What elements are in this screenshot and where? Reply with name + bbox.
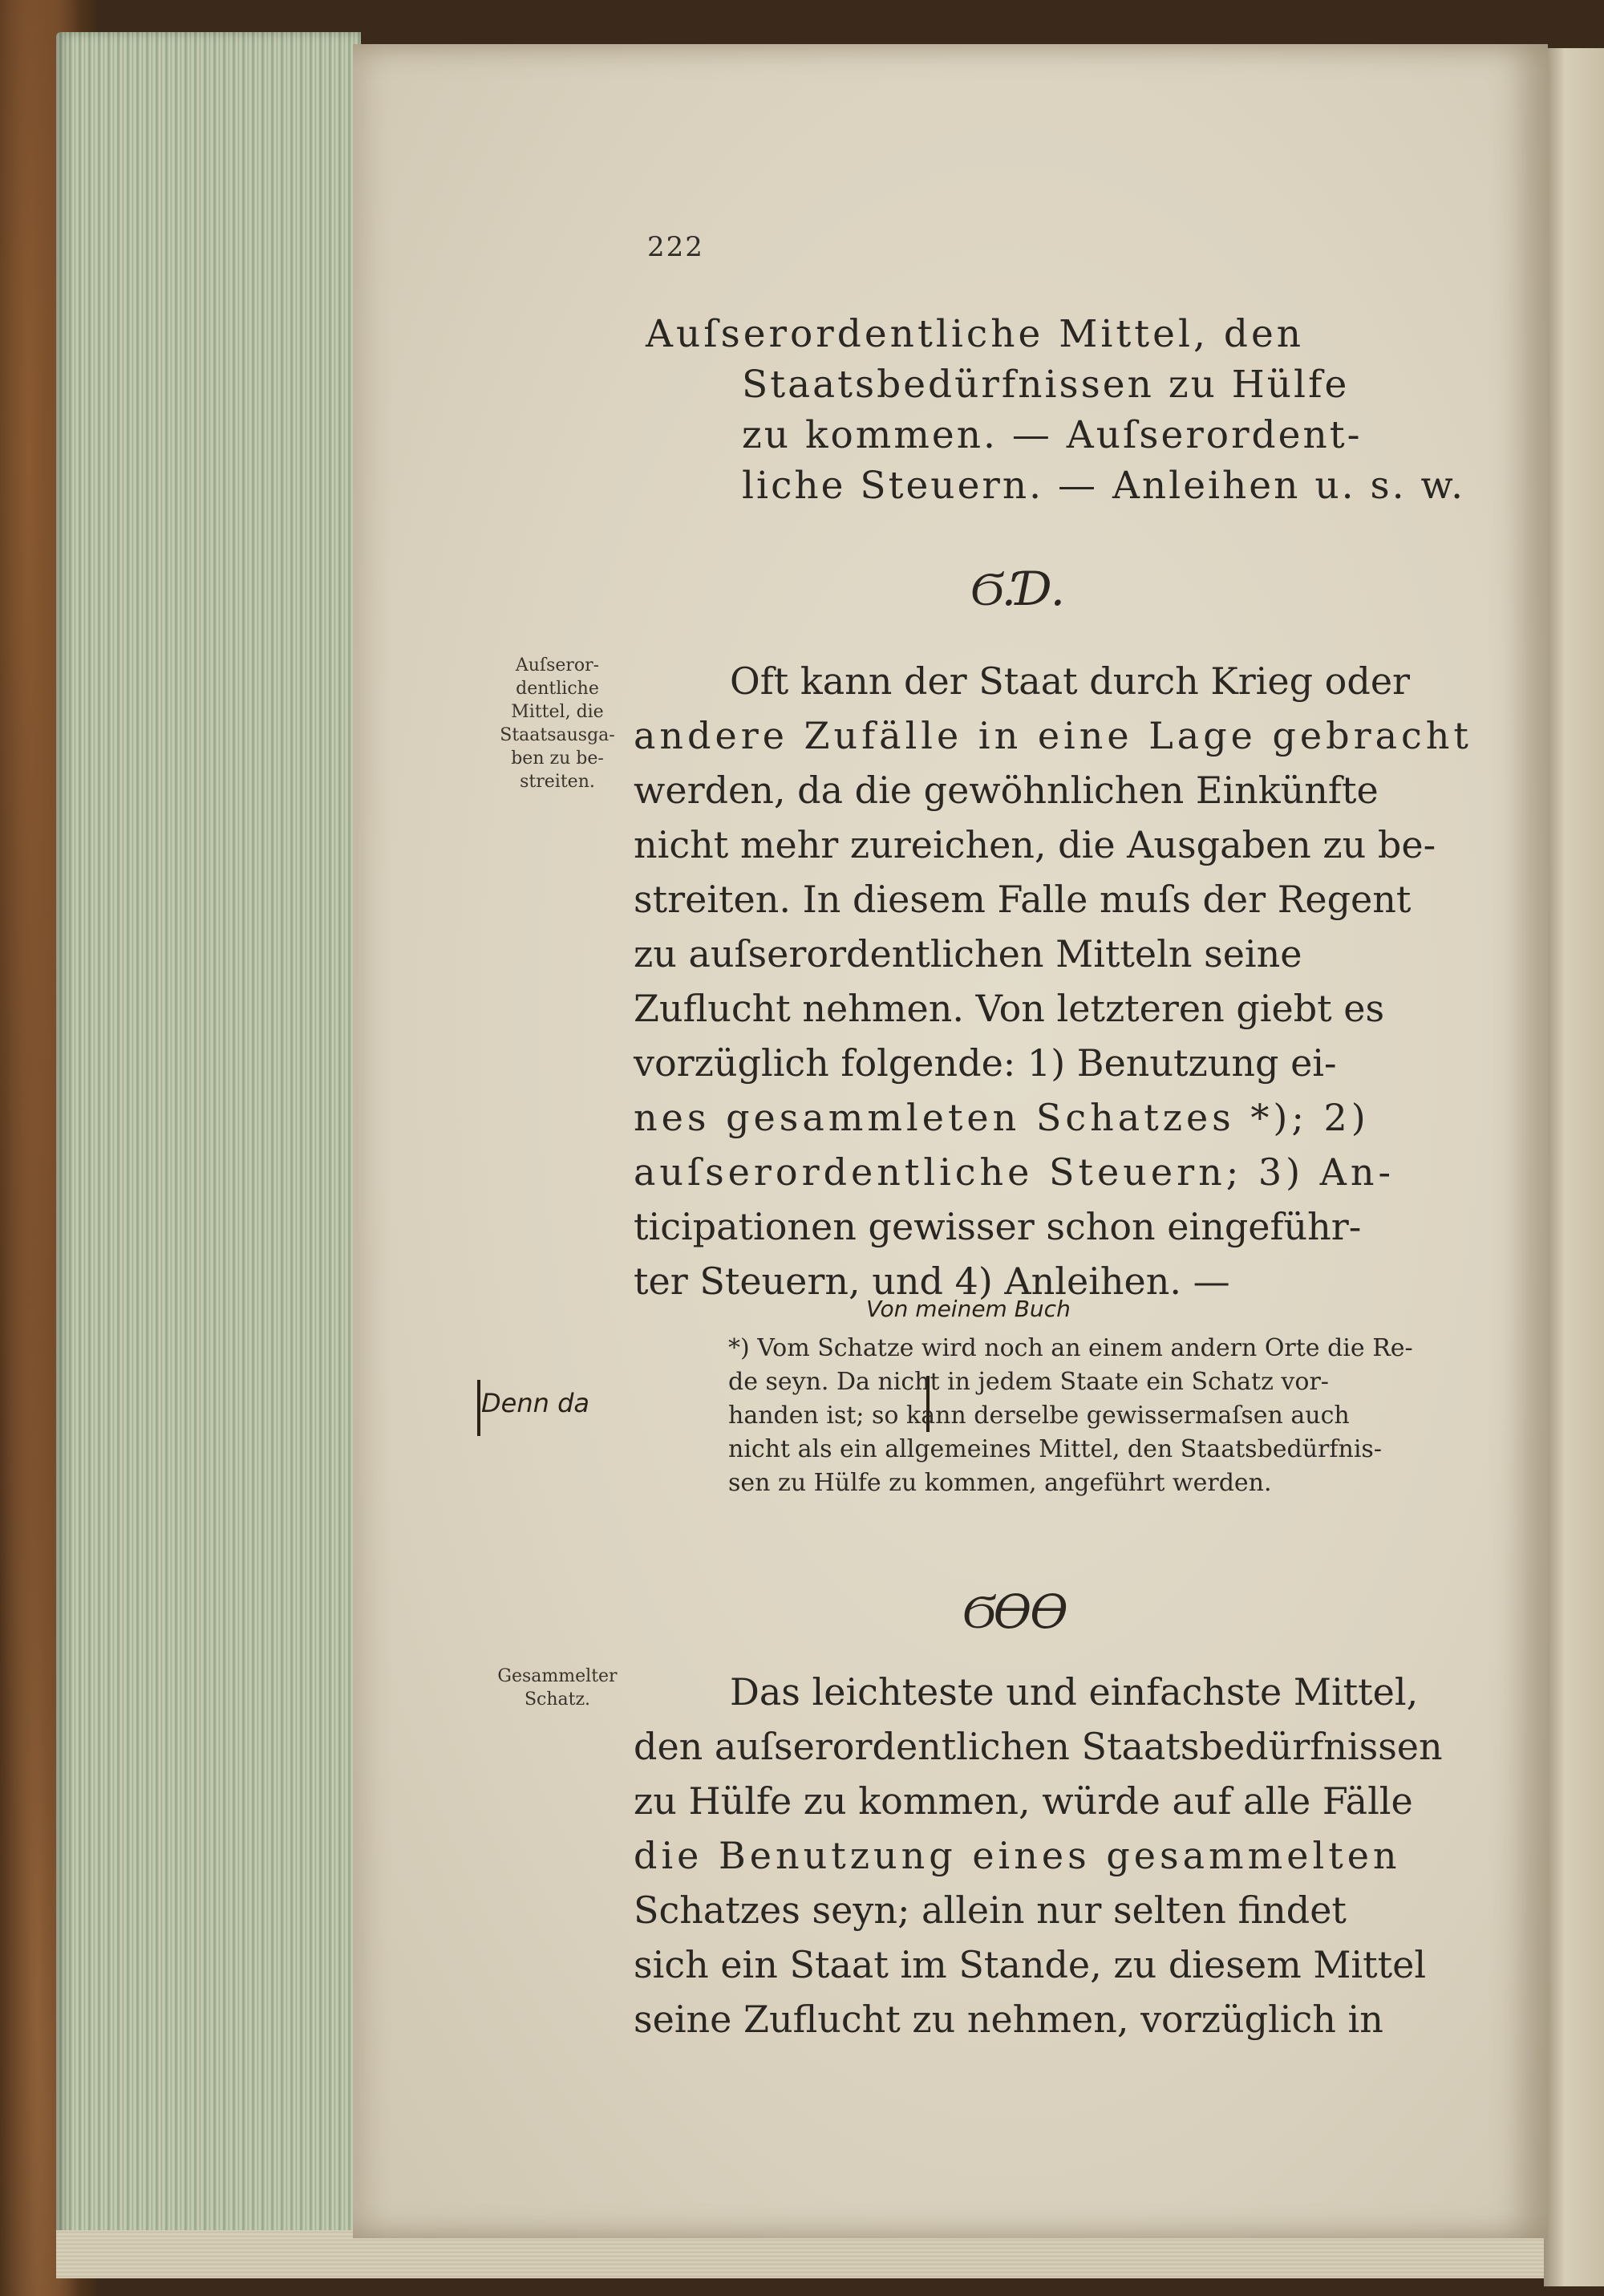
- facing-page: [1544, 48, 1604, 2286]
- text-line: sich ein Staat im Stande, zu diesem Mittel: [634, 1943, 1427, 1986]
- section-heading: [646, 309, 1488, 511]
- text-line: andere Zufälle in eine Lage gebracht: [634, 714, 1472, 757]
- text-line: seine Zuflucht zu nehmen, vorzüglich in: [634, 1998, 1383, 2041]
- handwritten-margin-annotation: Denn da: [481, 1388, 589, 1418]
- text-line: ter Steuern, und 4) Anleihen. —: [634, 1260, 1230, 1303]
- heading-line: zu kommen. — Auſserordent-: [742, 413, 1363, 457]
- footnote-line: *) Vom Schatze wird noch an einem andern Orte die Re-: [728, 1334, 1413, 1362]
- footnote-line: de seyn. Da nicht in jedem Staate ein Schatz vor-: [728, 1368, 1329, 1396]
- text-line: vorzüglich folgende: 1) Benutzung ei-: [634, 1041, 1337, 1085]
- margin-note-line: dentliche: [516, 679, 599, 699]
- text-line: zu Hülfe zu kommen, würde auf alle Fälle: [634, 1779, 1413, 1823]
- text-line: zu auſserordentlichen Mitteln seine: [634, 932, 1302, 976]
- heading-line: liche Steuern. — Anleihen u. s. w.: [742, 464, 1466, 508]
- text-line: Oft kann der Staat durch Krieg oder: [730, 659, 1411, 703]
- text-line: nes gesammleten Schatzes *); 2): [634, 1096, 1370, 1139]
- handwritten-ornament: Ϭ.Ɗ.: [970, 562, 1064, 616]
- footnote-line: sen zu Hülfe zu kommen, angeführt werden.: [728, 1469, 1272, 1497]
- text-line: werden, da die gewöhnlichen Einkünfte: [634, 769, 1379, 812]
- text-line: nicht mehr zureichen, die Ausgaben zu be-: [634, 823, 1436, 866]
- margin-note: [481, 1665, 634, 1711]
- margin-note-line: ben zu be-: [511, 748, 604, 769]
- text-line: Schatzes seyn; allein nur selten findet: [634, 1888, 1347, 1932]
- margin-note-line: Staatsausga-: [500, 725, 615, 745]
- handwritten-annotation: Von meinem Buch: [866, 1296, 1071, 1322]
- text-line: die Benutzung eines gesammelten: [634, 1834, 1401, 1877]
- text-line: ticipationen gewisser schon eingeführ-: [634, 1205, 1362, 1248]
- text-line: Zuflucht nehmen. Von letzteren giebt es: [634, 987, 1385, 1030]
- text-line: den auſserordentlichen Staatsbedürfnissen: [634, 1725, 1443, 1768]
- text-line: auſserordentliche Steuern; 3) An-: [634, 1150, 1395, 1194]
- margin-note: [481, 654, 634, 793]
- footnote-line: handen ist; so kann derselbe gewissermaſsen auch: [728, 1402, 1350, 1430]
- handwritten-ornament: Ϭϴϴ: [962, 1584, 1067, 1639]
- margin-note-line: Gesammelter: [497, 1666, 618, 1686]
- margin-note-line: Auſseror-: [515, 655, 600, 675]
- paragraph: [634, 1665, 1484, 2047]
- page-edges: [56, 32, 361, 2270]
- margin-note-line: Mittel, die: [511, 702, 604, 722]
- text-line: Das leichteste und einfachste Mittel,: [730, 1670, 1419, 1714]
- footnote-line: nicht als ein allgemeines Mittel, den Staatsbedürfnis-: [728, 1435, 1382, 1463]
- heading-line: Staatsbedürfnissen zu Hülfe: [742, 363, 1350, 407]
- page-number: 222: [647, 231, 704, 263]
- paragraph: [634, 654, 1484, 1308]
- text-line: streiten. In diesem Falle muſs der Regent: [634, 878, 1412, 921]
- margin-note-line: streiten.: [520, 772, 595, 792]
- margin-note-line: Schatz.: [524, 1690, 591, 1710]
- footnote: [704, 1332, 1474, 1500]
- handwritten-mark: [477, 1380, 480, 1436]
- heading-line: Auſserordentliche Mittel, den: [646, 312, 1305, 356]
